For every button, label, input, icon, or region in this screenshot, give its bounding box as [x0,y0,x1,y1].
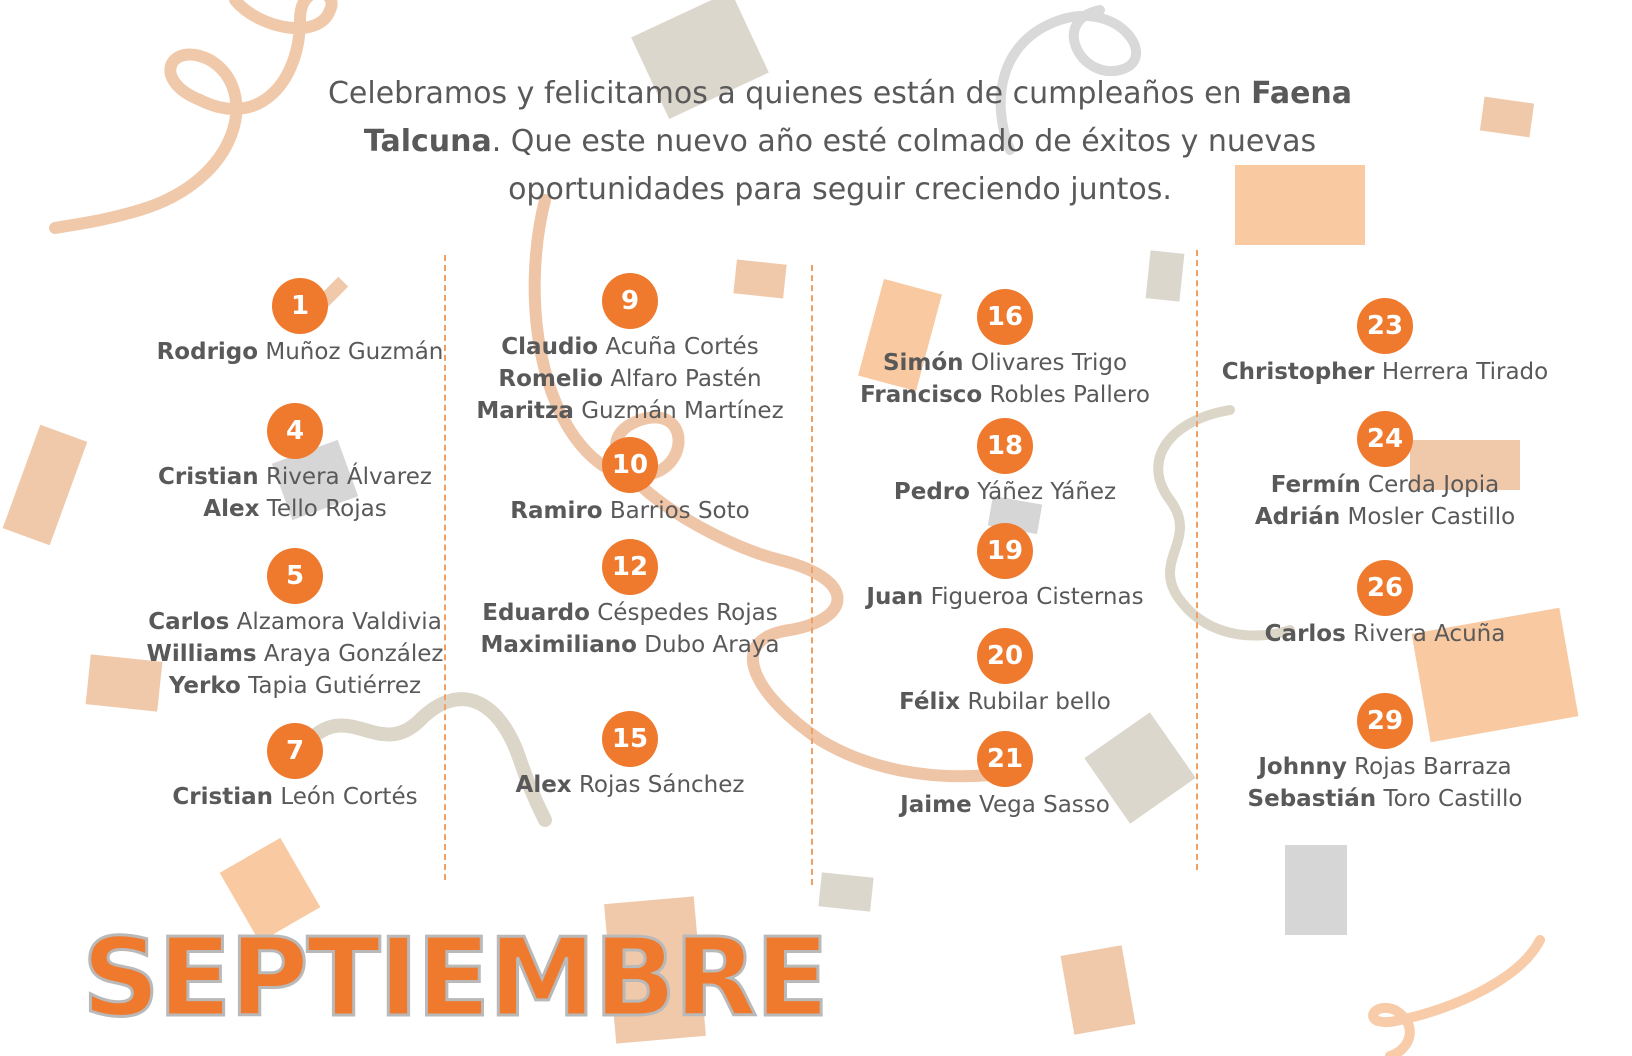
person-name [1190,356,1580,388]
last-name: Yáñez Yáñez [977,479,1117,505]
first-name: Adrián [1254,504,1341,530]
first-name: Yerko [168,673,241,699]
day-badge: 23 [1357,298,1413,354]
birthday-entry-day-5 [110,548,480,702]
day-badge: 15 [602,711,658,767]
day-badge: 16 [977,289,1033,345]
first-name: Eduardo [482,600,590,626]
intro-text-start: Celebramos y felicitamos a quienes están de cumpleaños en [327,76,1252,111]
person-name [815,347,1195,379]
birthday-entry-day-16 [815,289,1195,411]
last-name: Mosler Castillo [1347,504,1516,530]
last-name: Guzmán Martínez [581,398,784,424]
day-badge: 21 [977,731,1033,787]
birthday-entry-day-18 [815,418,1195,508]
last-name: Alzamora Valdivia [236,609,442,635]
first-name: Fermín [1270,472,1361,498]
birthday-entry-day-15 [445,711,815,801]
person-name [815,581,1195,613]
intro-text-end: . Que este nuevo año esté colmado de éxitos y nuevas oportunidades para seguir creciendo juntos. [491,124,1317,207]
day-badge: 1 [272,278,328,334]
last-name: Rojas Sánchez [578,772,745,798]
first-name: Pedro [893,479,970,505]
first-name: Johnny [1258,754,1347,780]
company-name: Faena Talcuna [363,76,1353,159]
first-name: Ramiro [510,498,603,524]
birthday-entry-day-26 [1190,560,1580,650]
birthday-entry-day-1 [115,278,485,368]
person-name [445,363,815,395]
day-badge: 20 [977,628,1033,684]
last-name: Araya González [263,641,444,667]
person-name [815,476,1195,508]
first-name: Simón [882,350,964,376]
person-name [110,606,480,638]
last-name: León Cortés [280,784,418,810]
intro-message [300,70,1380,214]
day-badge: 26 [1357,560,1413,616]
last-name: Céspedes Rojas [597,600,778,626]
day-badge: 4 [267,403,323,459]
birthday-entry-day-19 [815,523,1195,613]
day-badge: 29 [1357,693,1413,749]
last-name: Rivera Álvarez [265,464,432,490]
day-badge: 9 [602,273,658,329]
person-name [445,769,815,801]
first-name: Cristian [158,464,259,490]
birthday-entry-day-24 [1190,411,1580,533]
day-badge: 7 [267,723,323,779]
person-name [1190,469,1580,501]
day-badge: 18 [977,418,1033,474]
first-name: Sebastián [1247,786,1377,812]
person-name [1190,783,1580,815]
last-name: Rojas Barraza [1354,754,1512,780]
first-name: Alex [515,772,572,798]
birthday-entry-day-12 [445,539,815,661]
birthday-entry-day-4 [110,403,480,525]
day-badge: 12 [602,539,658,595]
person-name [815,789,1195,821]
first-name: Carlos [148,609,230,635]
first-name: Maritza [476,398,574,424]
last-name: Tello Rojas [266,496,387,522]
first-name: Maximiliano [480,632,637,658]
person-name [115,336,485,368]
day-badge: 19 [977,523,1033,579]
last-name: Rubilar bello [967,689,1111,715]
birthday-entry-day-23 [1190,298,1580,388]
person-name [445,597,815,629]
last-name: Barrios Soto [609,498,750,524]
birthday-entry-day-10 [445,437,815,527]
person-name [445,395,815,427]
day-badge: 24 [1357,411,1413,467]
last-name: Muñoz Guzmán [265,339,444,365]
person-name [110,461,480,493]
first-name: Christopher [1221,359,1375,385]
last-name: Olivares Trigo [970,350,1128,376]
first-name: Romelio [498,366,604,392]
day-badge: 10 [602,437,658,493]
person-name [1190,751,1580,783]
person-name [110,781,480,813]
person-name [815,686,1195,718]
last-name: Toro Castillo [1383,786,1523,812]
first-name: Francisco [860,382,983,408]
last-name: Herrera Tirado [1381,359,1549,385]
person-name [815,379,1195,411]
first-name: Alex [203,496,260,522]
person-name [1190,501,1580,533]
last-name: Rivera Acuña [1353,621,1506,647]
birthday-entry-day-7 [110,723,480,813]
last-name: Cerda Jopia [1368,472,1500,498]
first-name: Rodrigo [156,339,259,365]
last-name: Alfaro Pastén [610,366,762,392]
person-name [110,670,480,702]
last-name: Dubo Araya [644,632,780,658]
birthday-entry-day-21 [815,731,1195,821]
first-name: Félix [899,689,961,715]
person-name [445,331,815,363]
birthday-entry-day-9 [445,273,815,427]
month-title: SEPTIEMBRE [82,916,828,1041]
first-name: Juan [866,584,924,610]
person-name [445,495,815,527]
person-name [445,629,815,661]
first-name: Carlos [1264,621,1346,647]
first-name: Williams [146,641,257,667]
last-name: Robles Pallero [989,382,1150,408]
first-name: Claudio [501,334,599,360]
person-name [1190,618,1580,650]
day-badge: 5 [267,548,323,604]
birthday-entry-day-20 [815,628,1195,718]
first-name: Jaime [900,792,972,818]
person-name [110,493,480,525]
person-name [110,638,480,670]
birthday-entry-day-29 [1190,693,1580,815]
last-name: Tapia Gutiérrez [248,673,422,699]
last-name: Acuña Cortés [605,334,759,360]
first-name: Cristian [172,784,273,810]
last-name: Figueroa Cisternas [930,584,1144,610]
last-name: Vega Sasso [979,792,1110,818]
